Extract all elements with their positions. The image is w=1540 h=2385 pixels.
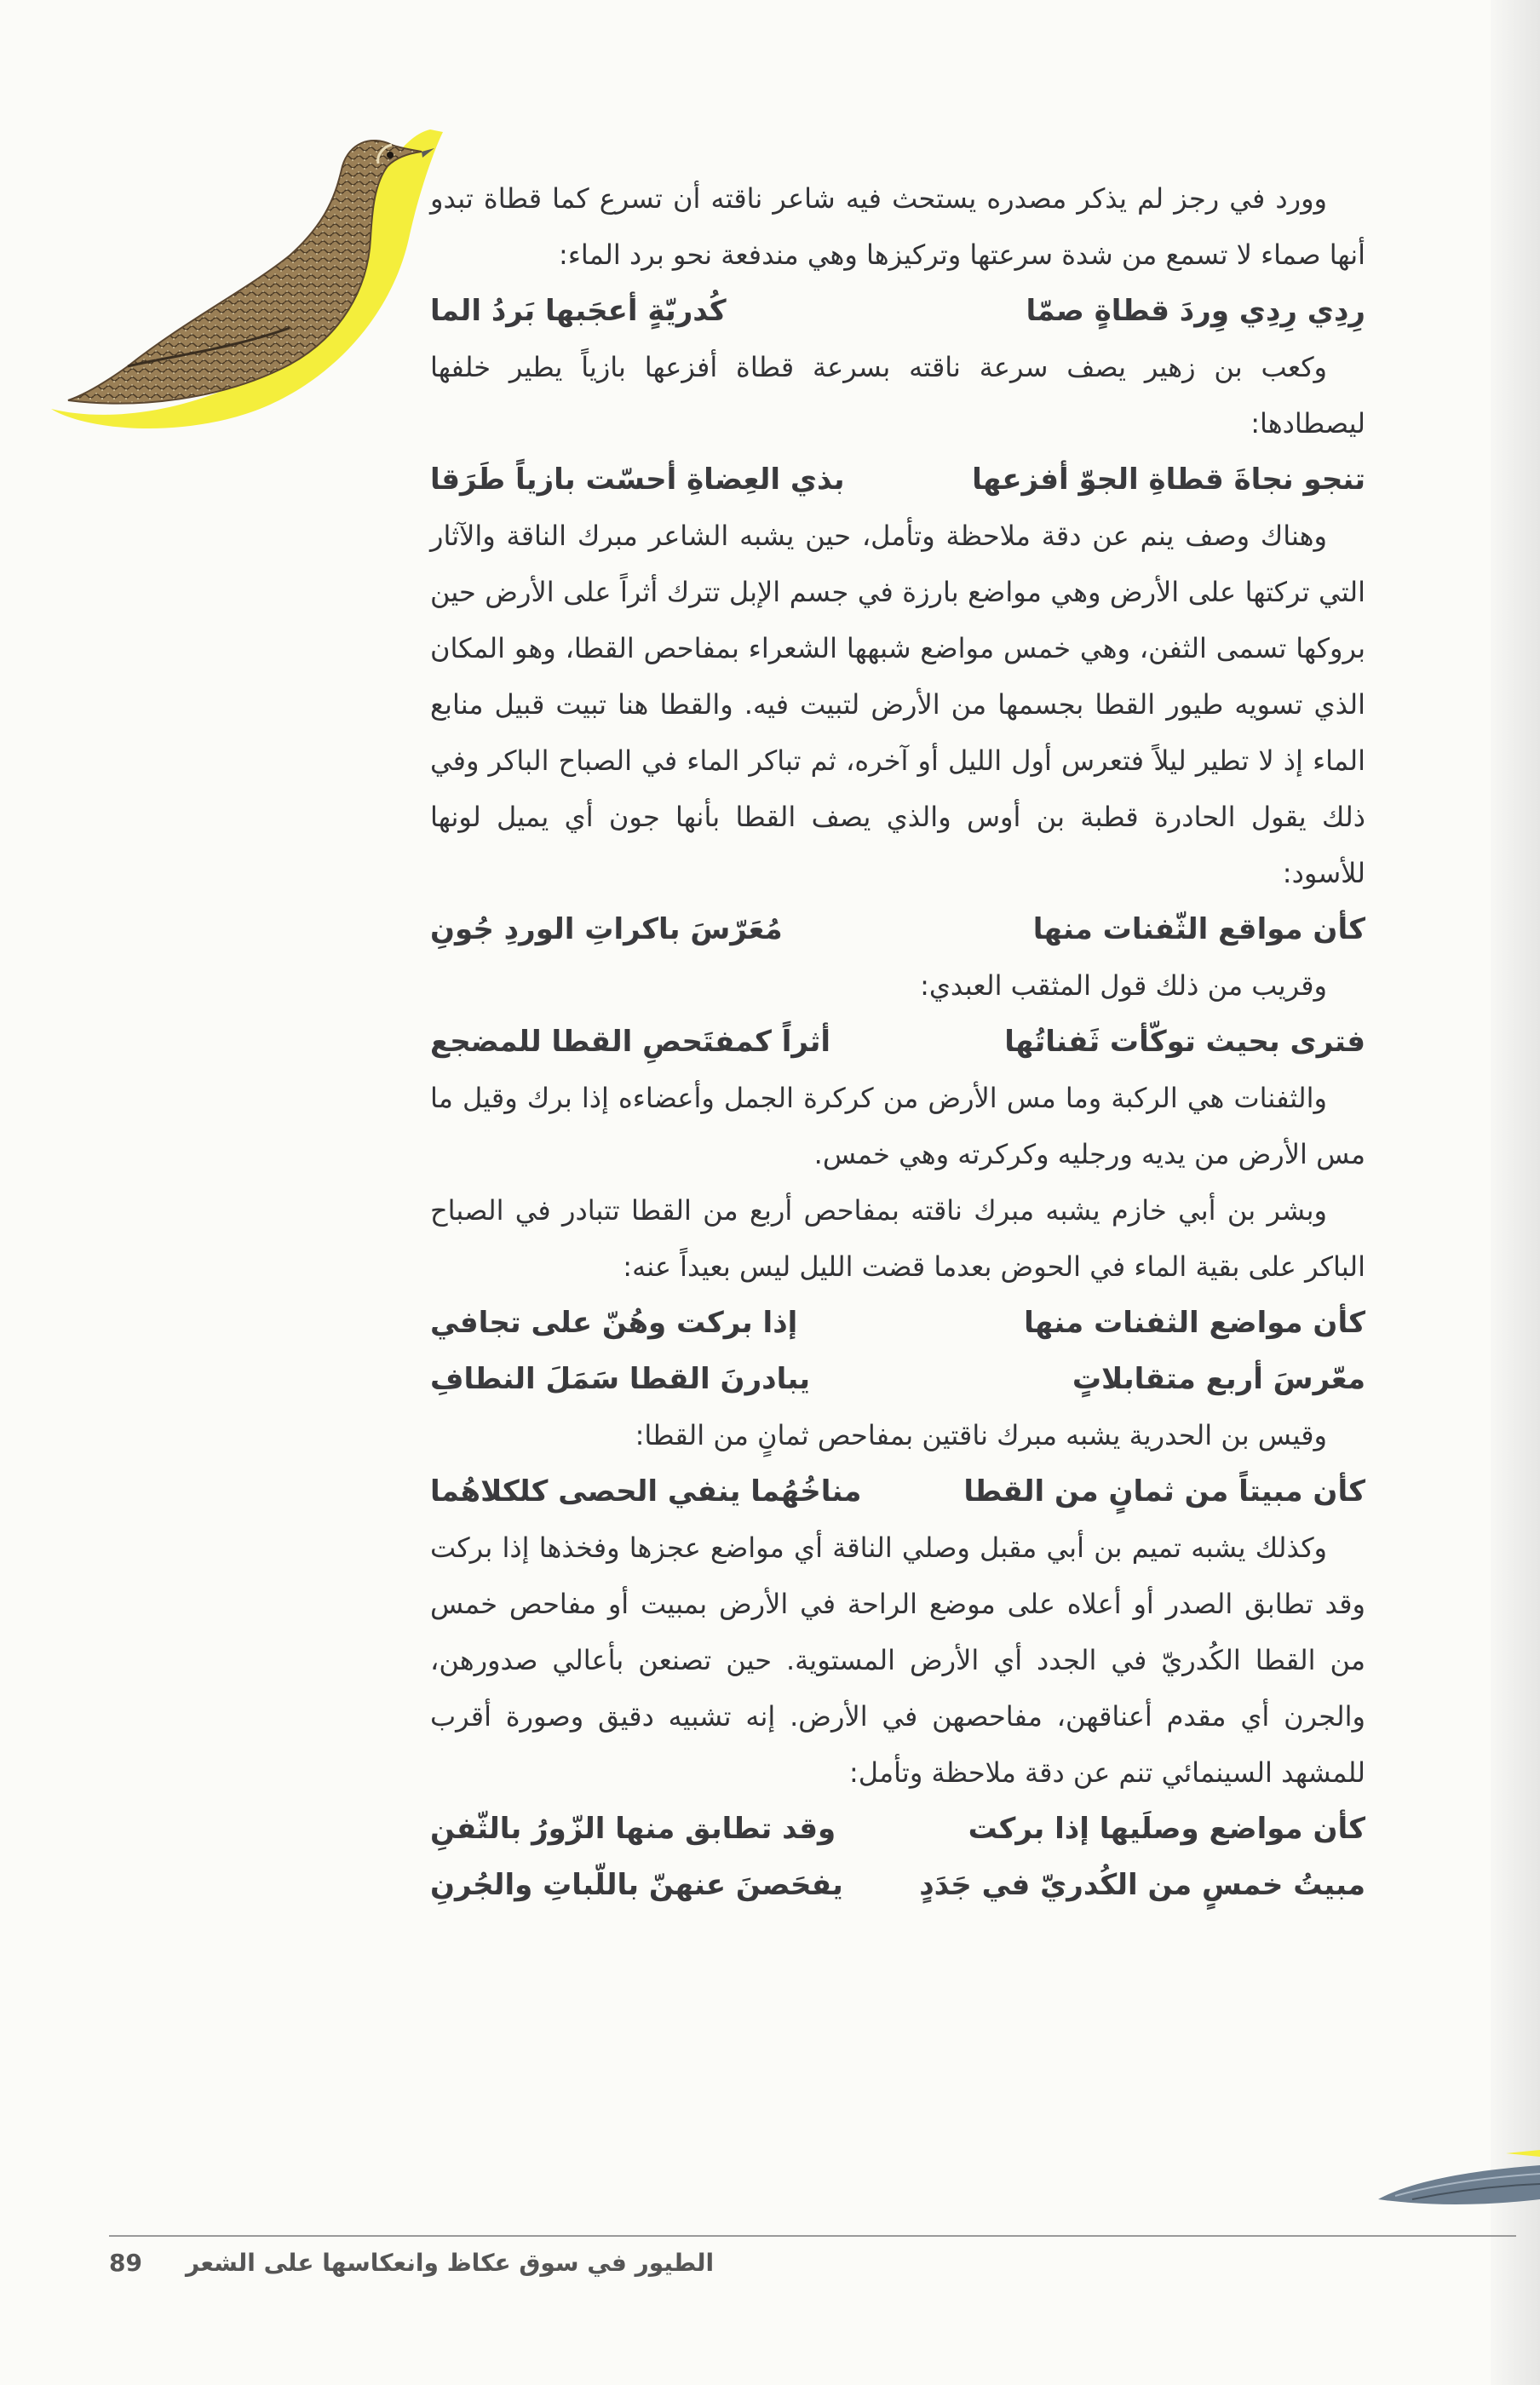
verse-5-first: كأن مواضع الثفنات منها	[1024, 1306, 1365, 1340]
verse-6	[430, 1351, 1365, 1407]
verse-5-second: إذا بركت وهُنّ على تجافي	[430, 1306, 798, 1340]
paragraph-7: وقيس بن الحدرية يشبه مبرك ناقتين بمفاحص ثمانٍ من القطا:	[635, 1419, 1327, 1451]
verse-6-second: يبادرنَ القطا سَمَلَ النطافِ	[430, 1362, 811, 1396]
paragraph-6: وبشر بن أبي خازم يشبه مبرك ناقته بمفاحص أربع من القطا تتبادر في الصباح الباكر على بقية الماء في الحوض بعدما قضت الليل ليس بعيداً عنه:	[430, 1194, 1365, 1283]
paragraph-1: وورد في رجز لم يذكر مصدره يستحث فيه شاعر ناقته أن تسرع كما قطاة تبدو أنها صماء لا تسمع من شدة سرعتها وتركيزها وهي مندفعة نحو برد الماء:	[430, 182, 1365, 271]
verse-2	[430, 451, 1365, 508]
verse-4-second: أثراً كمفتَحصِ القطا للمضجع	[430, 1025, 830, 1059]
verse-8-second: وقد تطابق منها الزّورُ بالثّفنِ	[430, 1812, 836, 1846]
verse-9-first: مبيتُ خمسٍ من الكُدريّ في جَدَدٍ	[919, 1868, 1365, 1902]
verse-4-first: فترى بحيث توكّأت ثَفناتُها	[1004, 1025, 1365, 1059]
footer-rule	[109, 2235, 1516, 2237]
verse-7-second: مناخُهُما ينفي الحصى كلكلاهُما	[430, 1474, 862, 1509]
bird-wing-fragment-icon	[1378, 2146, 1540, 2215]
verse-9-second: يفحَصنَ عنهنّ باللّباتِ والجُرنِ	[430, 1868, 843, 1902]
verse-8-first: كأن مواضع وصلَيها إذا بركت	[968, 1812, 1365, 1846]
verse-3-first: كأن مواقع الثّفنات منها	[1032, 912, 1365, 946]
verse-5	[430, 1295, 1365, 1351]
verse-1	[430, 283, 1365, 339]
main-text-column	[430, 170, 1365, 1913]
verse-2-first: تنجو نجاةَ قطاةِ الجوّ أفزعها	[972, 463, 1365, 497]
paragraph-2: وكعب بن زهير يصف سرعة ناقته بسرعة قطاة أفزعها بازياً يطير خلفها ليصطادها:	[430, 351, 1365, 440]
verse-6-first: معّرسَ أربع متقابلاتٍ	[1072, 1362, 1365, 1396]
page-number: 89	[109, 2249, 142, 2277]
verse-1-second: كُدريّةٍ أعجَبها بَردُ الما	[430, 294, 727, 328]
verse-1-first: رِدِي رِدِي وِردَ قطاةٍ صمّا	[1026, 294, 1365, 328]
verse-4	[430, 1014, 1365, 1070]
verse-3-second: مُعَرّسَ باكراتِ الوردِ جُونِ	[430, 912, 783, 946]
paragraph-3: وهناك وصف ينم عن دقة ملاحظة وتأمل، حين يشبه الشاعر مبرك الناقة والآثار التي تركتها على الأرض وهي مواضع بارزة في جسم الإبل تترك أثراً على الأرض حين بروكها تسمى الثفن، وهي خمس مواضع شبهها الشعراء بمفاحص القطا، وهو المكان الذي تسويه طيور القطا بجسمها من الأرض لتبيت فيه. والقطا هنا تبيت قبيل منابع الماء إذ لا تطير ليلاً فتعرس أول الليل أو آخره، ثم تباكر الماء في الصباح الباكر وفي ذلك يقول الحادرة قطبة بن أوس والذي يصف القطا بأنها جون أي يميل لونها للأسود:	[430, 520, 1365, 889]
verse-8	[430, 1801, 1365, 1857]
running-footer-title: الطيور في سوق عكاظ وانعكاسها على الشعر	[186, 2249, 715, 2277]
sandgrouse-illustration-icon	[34, 111, 443, 451]
verse-7-first: كأن مبيتاً من ثمانٍ من القطا	[963, 1474, 1365, 1509]
verse-7	[430, 1463, 1365, 1520]
paragraph-5: والثفنات هي الركبة وما مس الأرض من كركرة الجمل وأعضاءه إذا برك وقيل ما مس الأرض من يديه ورجليه وكركرته وهي خمس.	[430, 1082, 1365, 1170]
paragraph-4: وقريب من ذلك قول المثقب العبدي:	[920, 969, 1327, 1002]
page-edge-shade	[1491, 0, 1540, 2385]
verse-2-second: بذي العِضاةِ أحسّت بازياً طَرَقا	[430, 463, 845, 497]
verse-9	[430, 1857, 1365, 1913]
paragraph-8: وكذلك يشبه تميم بن أبي مقبل وصلي الناقة أي مواضع عجزها وفخذها إذا بركت وقد تطابق الصدر أو أعلاه على موضع الراحة في الأرض بمبيت أو مفاحص خمس من القطا الكُدريّ في الجدد أي الأرض المستوية. حين تصنعن بأعالي صدورهن، والجرن أي مقدم أعناقهن، مفاحصهن في الأرض. إنه تشبيه دقيق وصورة أقرب للمشهد السينمائي تنم عن دقة ملاحظة وتأمل:	[430, 1532, 1365, 1789]
verse-3	[430, 901, 1365, 957]
